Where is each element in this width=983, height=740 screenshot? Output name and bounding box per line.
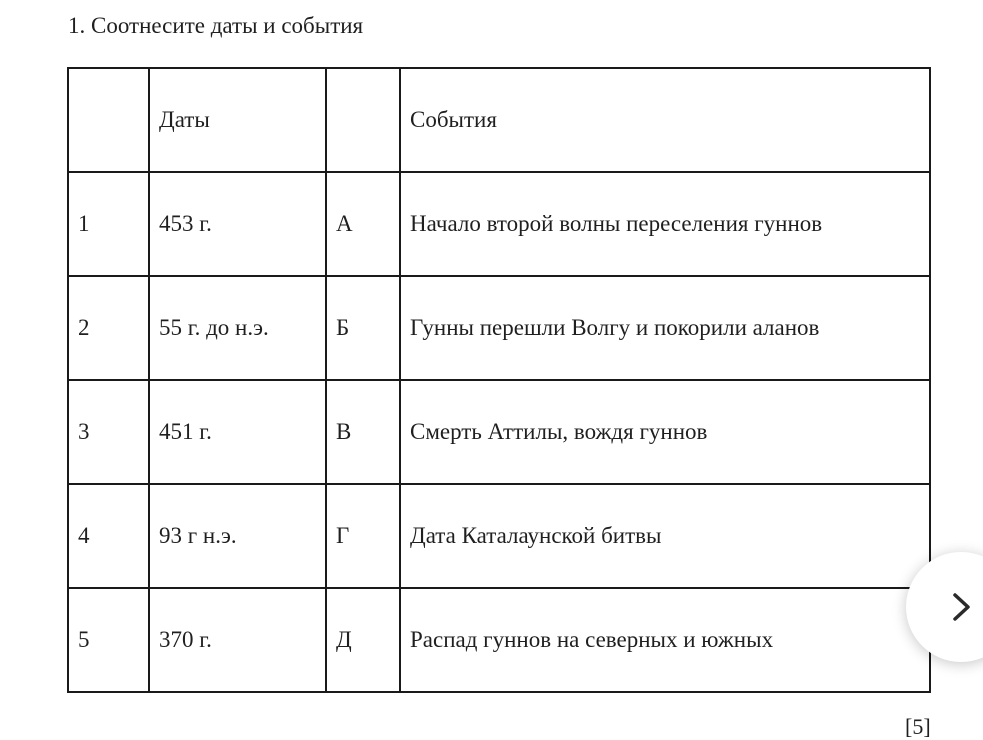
- table-row: [68, 172, 930, 276]
- row-event: Дата Каталаунской битвы: [400, 484, 930, 588]
- row-letter: Г: [326, 484, 400, 588]
- row-event: Начало второй волны переселения гуннов: [400, 172, 930, 276]
- row-letter: Б: [326, 276, 400, 380]
- row-date: 451 г.: [149, 380, 326, 484]
- row-number: 4: [68, 484, 149, 588]
- row-date: 370 г.: [149, 588, 326, 692]
- row-event: Смерть Аттилы, вождя гуннов: [400, 380, 930, 484]
- row-date: 93 г н.э.: [149, 484, 326, 588]
- row-number: 1: [68, 172, 149, 276]
- row-date: 55 г. до н.э.: [149, 276, 326, 380]
- table-row: [68, 484, 930, 588]
- header-events: События: [400, 68, 930, 172]
- header-dates: Даты: [149, 68, 326, 172]
- chevron-right-icon: [952, 592, 972, 622]
- table-header-row: [68, 68, 930, 172]
- row-event: Распад гуннов на северных и южных: [400, 588, 930, 692]
- matching-table: [67, 67, 931, 693]
- row-letter: Д: [326, 588, 400, 692]
- table-row: [68, 588, 930, 692]
- row-number: 3: [68, 380, 149, 484]
- row-letter: В: [326, 380, 400, 484]
- score-label: [5]: [905, 714, 931, 739]
- task-title: 1. Соотнесите даты и события: [68, 13, 364, 38]
- row-date: 453 г.: [149, 172, 326, 276]
- header-letter: [326, 68, 400, 172]
- table-row: [68, 380, 930, 484]
- row-number: 2: [68, 276, 149, 380]
- row-letter: А: [326, 172, 400, 276]
- row-event: Гунны перешли Волгу и покорили аланов: [400, 276, 930, 380]
- table-row: [68, 276, 930, 380]
- row-number: 5: [68, 588, 149, 692]
- header-number: [68, 68, 149, 172]
